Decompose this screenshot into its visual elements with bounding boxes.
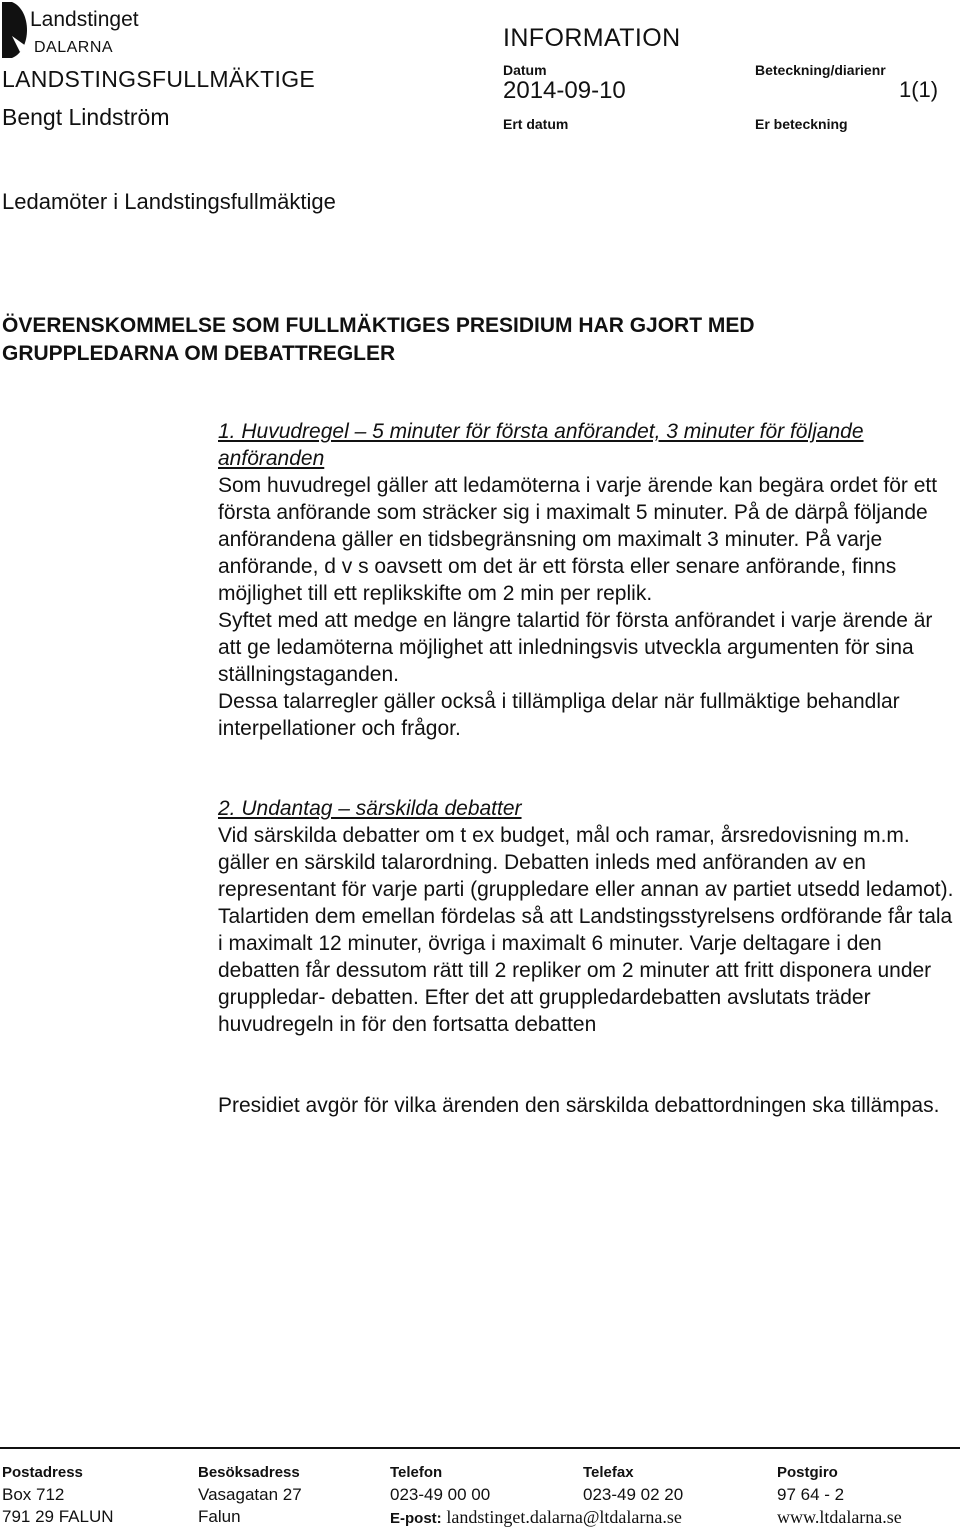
author-name: Bengt Lindström bbox=[2, 104, 170, 130]
footer-postgiro bbox=[777, 1462, 902, 1528]
footer-divider bbox=[0, 1447, 960, 1449]
footer-telefax bbox=[583, 1462, 683, 1506]
postgiro-label: Postgiro bbox=[777, 1464, 838, 1481]
organization-name: LANDSTINGSFULLMÄKTIGE bbox=[2, 66, 316, 92]
postadress-line-1: Box 712 bbox=[2, 1485, 65, 1504]
telefax-value: 023-49 02 20 bbox=[583, 1485, 684, 1504]
section-2-paragraph-1: Vid särskilda debatter om t ex budget, mål och ramar, årsredovisning m.m. gäller en särskild talarordning. Debatten inleds med anföranden av en representant för varje parti (gruppledare eller annan av partiet utsedd ledamot). Talartiden dem emellan fördelas så att Landstingsstyrelsens ordförande får tala i maximalt 12 minuter, övriga i maximalt 6 minuter. Varje deltagare i den debatten får dessutom rätt till 2 repliker om 2 minuter att fritt disponera under gruppledar- debatten. Efter det att gruppledardebatten avslutats träder huvudregeln in för den fortsatta debatten bbox=[218, 824, 954, 1036]
page-count: 1(1) bbox=[899, 77, 939, 102]
ert-datum-label: Ert datum bbox=[503, 116, 569, 132]
epost-label: E-post: bbox=[390, 1510, 442, 1527]
section-2-title: 2. Undantag – särskilda debatter bbox=[218, 797, 522, 820]
besoksadress-line-1: Vasagatan 27 bbox=[198, 1485, 302, 1504]
er-beteckning-label: Er beteckning bbox=[755, 116, 848, 132]
section-exception bbox=[218, 795, 958, 1038]
footer-postadress bbox=[2, 1462, 114, 1528]
postadress-label: Postadress bbox=[2, 1464, 83, 1481]
datum-value: 2014-09-10 bbox=[503, 77, 626, 104]
section-main-rule bbox=[218, 418, 958, 742]
besoksadress-line-2: Falun bbox=[198, 1507, 241, 1526]
telefon-value: 023-49 00 00 bbox=[390, 1485, 491, 1504]
section-1-paragraph-3: Dessa talarregler gäller också i tillämpliga delar när fullmäktige behandlar interpellationer och frågor. bbox=[218, 690, 900, 740]
landstinget-logo-icon bbox=[2, 2, 28, 58]
logo-name: Landstinget bbox=[30, 8, 139, 31]
document-type: INFORMATION bbox=[503, 24, 681, 52]
document-heading bbox=[2, 312, 902, 368]
beteckning-label: Beteckning/diarienr bbox=[755, 62, 886, 78]
website-link[interactable]: www.ltdalarna.se bbox=[777, 1507, 902, 1527]
heading-line-1: ÖVERENSKOMMELSE SOM FULLMÄKTIGES PRESIDIUM HAR GJORT MED bbox=[2, 314, 755, 337]
telefon-label: Telefon bbox=[390, 1464, 443, 1481]
datum-label: Datum bbox=[503, 62, 547, 78]
postgiro-value: 97 64 - 2 bbox=[777, 1485, 845, 1504]
section-presidium bbox=[218, 1092, 958, 1119]
section-3-paragraph-1: Presidiet avgör för vilka ärenden den särskilda debattordningen ska tillämpas. bbox=[218, 1094, 940, 1117]
epost-value[interactable]: landstinget.dalarna@ltdalarna.se bbox=[446, 1507, 682, 1527]
heading-line-2: GRUPPLEDARNA OM DEBATTREGLER bbox=[2, 342, 396, 365]
section-1-paragraph-2: Syftet med att medge en längre talartid för första anförandet i varje ärende är att ge ledamöterna möjlighet att inledningsvis utveckla argumenten för sina ställningstaganden. bbox=[218, 609, 933, 686]
besoksadress-label: Besöksadress bbox=[198, 1464, 300, 1481]
logo-subtitle: DALARNA bbox=[34, 39, 114, 56]
section-1-paragraph-1: Som huvudregel gäller att ledamöterna i varje ärende kan begära ordet för ett första anförande som sträcker sig i maximalt 5 minuter. På de därpå följande anförandena gäller en tidsbegränsning om maximalt 3 minuter. På varje anförande, d v s oavsett om det är ett första eller senare anförande, finns möjlighet till ett replikskifte om 2 min per replik. bbox=[218, 474, 938, 605]
telefax-label: Telefax bbox=[583, 1464, 634, 1481]
footer-besoksadress bbox=[198, 1462, 302, 1528]
section-1-title: 1. Huvudregel – 5 minuter för första anförandet, 3 minuter för följande anföranden bbox=[218, 420, 864, 470]
recipient: Ledamöter i Landstingsfullmäktige bbox=[2, 189, 336, 214]
postadress-line-2: 791 29 FALUN bbox=[2, 1507, 114, 1526]
